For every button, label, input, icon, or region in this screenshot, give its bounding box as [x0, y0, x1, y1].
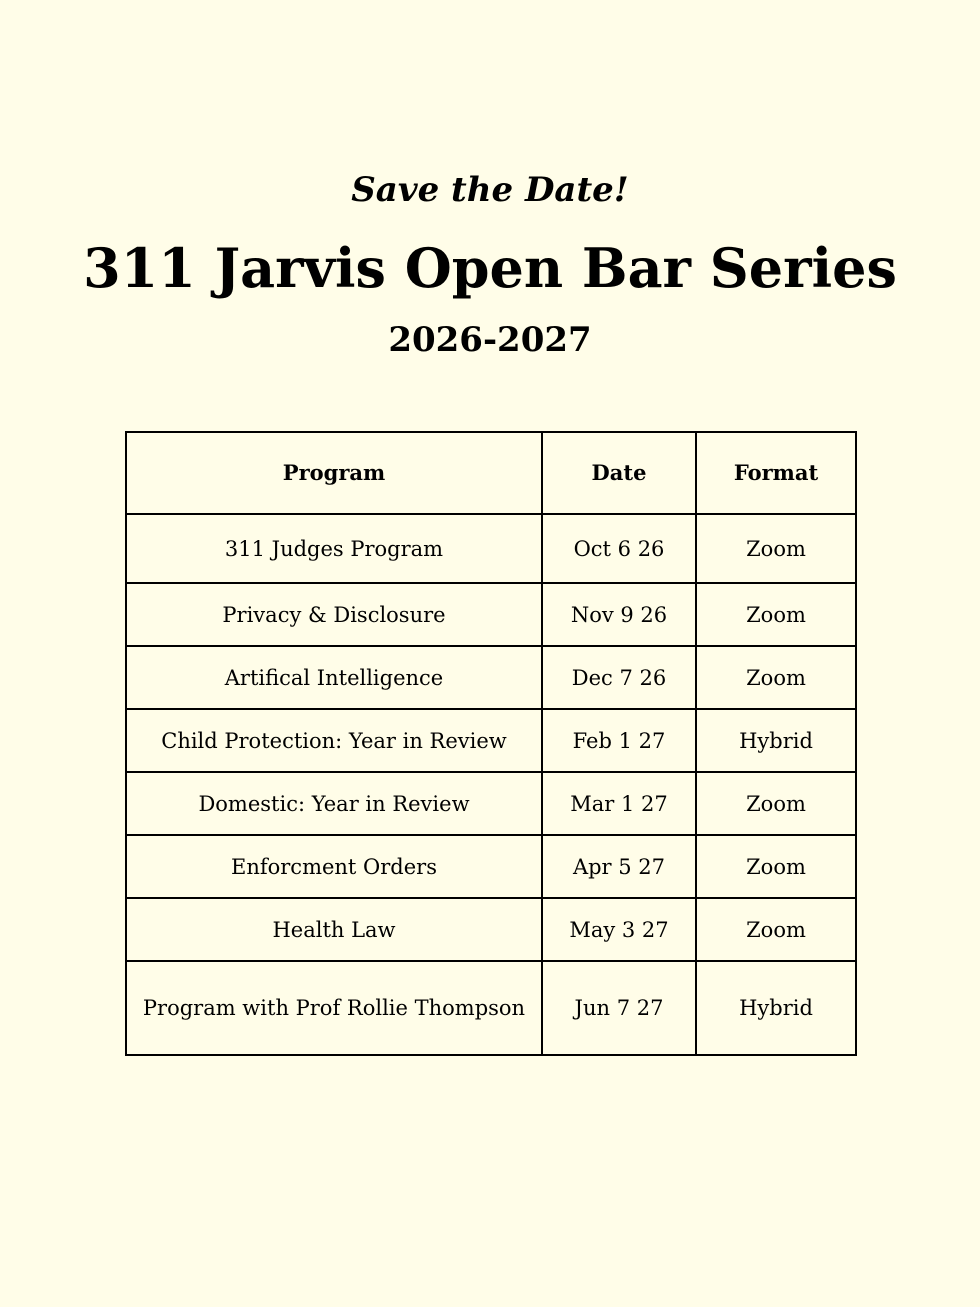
series-years: 2026-2027 [388, 320, 592, 360]
table-row [126, 583, 856, 646]
program-cell: 311 Judges Program [126, 514, 542, 583]
table-row [126, 772, 856, 835]
format-cell: Hybrid [696, 961, 856, 1055]
date-cell: Dec 7 26 [542, 646, 696, 709]
format-cell: Zoom [696, 646, 856, 709]
column-header-program: Program [126, 432, 542, 514]
program-cell: Program with Prof Rollie Thompson [126, 961, 542, 1055]
date-cell: May 3 27 [542, 898, 696, 961]
table-row [126, 709, 856, 772]
date-cell: Jun 7 27 [542, 961, 696, 1055]
format-cell: Zoom [696, 898, 856, 961]
program-schedule-table [125, 431, 857, 1056]
table-row [126, 514, 856, 583]
date-cell: Mar 1 27 [542, 772, 696, 835]
format-cell: Zoom [696, 772, 856, 835]
program-cell: Privacy & Disclosure [126, 583, 542, 646]
format-cell: Zoom [696, 514, 856, 583]
table-row [126, 835, 856, 898]
format-cell: Hybrid [696, 709, 856, 772]
date-cell: Nov 9 26 [542, 583, 696, 646]
date-cell: Apr 5 27 [542, 835, 696, 898]
format-cell: Zoom [696, 835, 856, 898]
program-cell: Health Law [126, 898, 542, 961]
column-header-date: Date [542, 432, 696, 514]
program-cell: Enforcment Orders [126, 835, 542, 898]
column-header-format: Format [696, 432, 856, 514]
date-cell: Feb 1 27 [542, 709, 696, 772]
save-the-date-heading: Save the Date! [351, 170, 629, 210]
program-cell: Child Protection: Year in Review [126, 709, 542, 772]
date-cell: Oct 6 26 [542, 514, 696, 583]
table-row [126, 898, 856, 961]
program-cell: Domestic: Year in Review [126, 772, 542, 835]
table-header-row [126, 432, 856, 514]
table-row [126, 961, 856, 1055]
format-cell: Zoom [696, 583, 856, 646]
program-cell: Artifical Intelligence [126, 646, 542, 709]
table-row [126, 646, 856, 709]
page-title: 311 Jarvis Open Bar Series [83, 236, 897, 300]
